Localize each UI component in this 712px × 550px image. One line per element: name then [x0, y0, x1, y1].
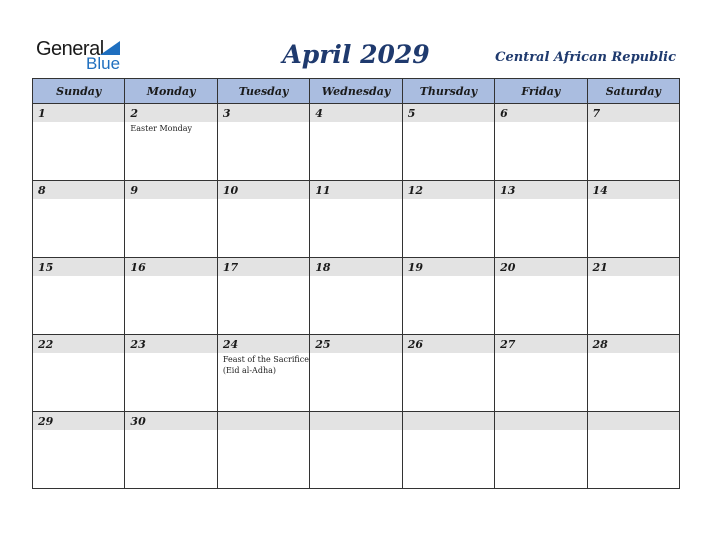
day-number: 24: [222, 338, 239, 351]
week-row: [33, 104, 680, 181]
day-header-bar: [33, 104, 124, 122]
day-number: 16: [130, 261, 146, 274]
day-header-bar: [495, 412, 586, 430]
holiday-label: [125, 430, 216, 431]
weekday-monday: Monday: [125, 79, 217, 104]
day-number: 9: [130, 184, 139, 197]
week-row: [33, 412, 680, 489]
holiday-label: [125, 353, 216, 354]
day-number: 4: [315, 107, 323, 120]
day-cell[interactable]: [402, 258, 494, 335]
holiday-label: Feast of the Sacrifice (Eid al-Adha): [222, 355, 309, 375]
day-cell[interactable]: [402, 181, 494, 258]
holiday-label: [310, 430, 401, 431]
day-number: [310, 412, 401, 414]
holiday-label: [218, 122, 309, 123]
weekday-saturday: Saturday: [587, 79, 679, 104]
day-header-bar: [403, 104, 494, 122]
day-header-bar: [403, 412, 494, 430]
day-cell[interactable]: [33, 181, 125, 258]
holiday-label: [403, 430, 494, 431]
holiday-label: [33, 430, 124, 431]
day-number: 12: [407, 184, 423, 197]
day-cell[interactable]: [217, 412, 309, 489]
day-cell[interactable]: [587, 104, 679, 181]
day-cell[interactable]: [125, 104, 217, 181]
day-number: 18: [315, 261, 331, 274]
holiday-label: [403, 122, 494, 123]
day-number: 8: [38, 184, 46, 197]
day-number: 20: [500, 261, 516, 274]
day-cell[interactable]: [402, 104, 494, 181]
day-number: 3: [222, 107, 231, 120]
holiday-label: [310, 353, 401, 354]
weekday-friday: Friday: [495, 79, 587, 104]
day-header-bar: [33, 335, 124, 353]
day-header-bar: [403, 258, 494, 276]
day-number: 2: [130, 107, 139, 120]
day-number: 25: [315, 338, 331, 351]
holiday-label: [218, 430, 309, 431]
holiday-label: [588, 430, 679, 431]
day-header-bar: [588, 412, 679, 430]
day-header-bar: [495, 258, 586, 276]
day-header-bar: [33, 412, 124, 430]
day-cell[interactable]: [310, 181, 402, 258]
holiday-label: [588, 122, 679, 123]
day-number: 27: [500, 338, 516, 351]
day-number: [588, 412, 679, 414]
week-row: [33, 335, 680, 412]
day-number: 17: [222, 261, 239, 274]
holiday-label: [403, 353, 494, 354]
day-cell[interactable]: [402, 335, 494, 412]
holiday-label: [495, 199, 586, 200]
weekday-thursday: Thursday: [402, 79, 494, 104]
day-cell[interactable]: [217, 104, 309, 181]
holiday-label: [125, 276, 216, 277]
day-cell[interactable]: [33, 412, 125, 489]
holiday-label: [495, 353, 586, 354]
day-header-bar: [218, 258, 309, 276]
day-number: 15: [38, 261, 54, 274]
day-cell[interactable]: [125, 412, 217, 489]
day-cell[interactable]: [217, 258, 309, 335]
week-row: [33, 258, 680, 335]
holiday-label: [588, 276, 679, 277]
holiday-label: [310, 122, 401, 123]
day-number: 7: [592, 107, 601, 120]
day-header-bar: [495, 104, 586, 122]
day-header-bar: [588, 335, 679, 353]
day-header-bar: [33, 258, 124, 276]
day-header-bar: [403, 335, 494, 353]
holiday-label: [33, 276, 124, 277]
holiday-label: [310, 276, 401, 277]
day-cell[interactable]: [33, 258, 125, 335]
day-header-bar: [125, 412, 216, 430]
day-number: [403, 412, 494, 414]
holiday-label: [310, 199, 401, 200]
day-cell[interactable]: [125, 258, 217, 335]
day-cell[interactable]: [33, 104, 125, 181]
day-header-bar: [125, 335, 216, 353]
day-number: 29: [38, 415, 54, 428]
day-number: 1: [38, 107, 46, 120]
day-number: 26: [407, 338, 423, 351]
day-cell[interactable]: [587, 335, 679, 412]
day-cell[interactable]: [125, 181, 217, 258]
day-header-bar: [218, 181, 309, 199]
day-header-bar: [310, 181, 401, 199]
holiday-label: [403, 199, 494, 200]
holiday-label: [218, 276, 309, 277]
weekday-wednesday: Wednesday: [310, 79, 402, 104]
holiday-label: [33, 353, 124, 354]
day-number: 14: [592, 184, 608, 197]
day-header-bar: [33, 181, 124, 199]
day-cell[interactable]: [587, 181, 679, 258]
day-cell[interactable]: [217, 181, 309, 258]
country-name: Central African Republic: [495, 50, 676, 65]
day-number: 6: [500, 107, 508, 120]
day-header-bar: [310, 258, 401, 276]
day-header-bar: [588, 181, 679, 199]
holiday-label: [588, 199, 679, 200]
day-number: 5: [407, 107, 416, 120]
day-cell[interactable]: [495, 258, 587, 335]
week-row: [33, 181, 680, 258]
day-number: 10: [222, 184, 239, 197]
day-number: 11: [315, 184, 331, 197]
day-cell[interactable]: [495, 181, 587, 258]
day-header-bar: [125, 258, 216, 276]
day-cell[interactable]: [217, 335, 309, 412]
day-header-bar: [125, 181, 216, 199]
day-number: 30: [130, 415, 146, 428]
day-cell[interactable]: [587, 258, 679, 335]
day-header-bar: [588, 104, 679, 122]
day-number: 22: [38, 338, 54, 351]
day-cell[interactable]: [495, 104, 587, 181]
day-header-bar: [310, 104, 401, 122]
holiday-label: [33, 199, 124, 200]
day-cell[interactable]: [310, 412, 402, 489]
calendar-title: April 2029: [282, 40, 430, 69]
day-header-bar: [403, 181, 494, 199]
holiday-label: [33, 122, 124, 123]
holiday-label: [218, 199, 309, 200]
logo-text-general: General: [36, 38, 104, 60]
logo-text-blue: Blue: [86, 54, 121, 73]
day-number: 23: [130, 338, 146, 351]
day-header-bar: [125, 104, 216, 122]
day-number: 28: [592, 338, 608, 351]
holiday-label: [495, 430, 586, 431]
holiday-label: [588, 353, 679, 354]
day-cell[interactable]: [587, 412, 679, 489]
day-header-bar: [495, 181, 586, 199]
holiday-label: [495, 122, 586, 123]
day-cell[interactable]: [402, 412, 494, 489]
holiday-label: [403, 276, 494, 277]
weekday-tuesday: Tuesday: [217, 79, 309, 104]
day-number: 21: [592, 261, 608, 274]
day-cell[interactable]: [310, 335, 402, 412]
day-cell[interactable]: [310, 258, 402, 335]
day-cell[interactable]: [125, 335, 217, 412]
holiday-label: [125, 199, 216, 200]
day-cell[interactable]: [310, 104, 402, 181]
day-header-bar: [495, 335, 586, 353]
day-header-bar: [218, 412, 309, 430]
day-header-bar: [588, 258, 679, 276]
day-cell[interactable]: [495, 335, 587, 412]
day-header-bar: [218, 335, 309, 353]
day-cell[interactable]: [495, 412, 587, 489]
day-number: [495, 412, 586, 414]
day-cell[interactable]: [33, 335, 125, 412]
day-header-bar: [310, 335, 401, 353]
day-header-bar: [218, 104, 309, 122]
holiday-label: [495, 276, 586, 277]
holiday-label: Easter Monday: [130, 124, 193, 133]
day-number: 19: [407, 261, 423, 274]
day-header-bar: [310, 412, 401, 430]
day-number: [218, 412, 309, 414]
calendar-grid: [32, 78, 680, 489]
day-number: 13: [500, 184, 516, 197]
weekday-sunday: Sunday: [33, 79, 125, 104]
weekday-header-row: [33, 79, 680, 104]
